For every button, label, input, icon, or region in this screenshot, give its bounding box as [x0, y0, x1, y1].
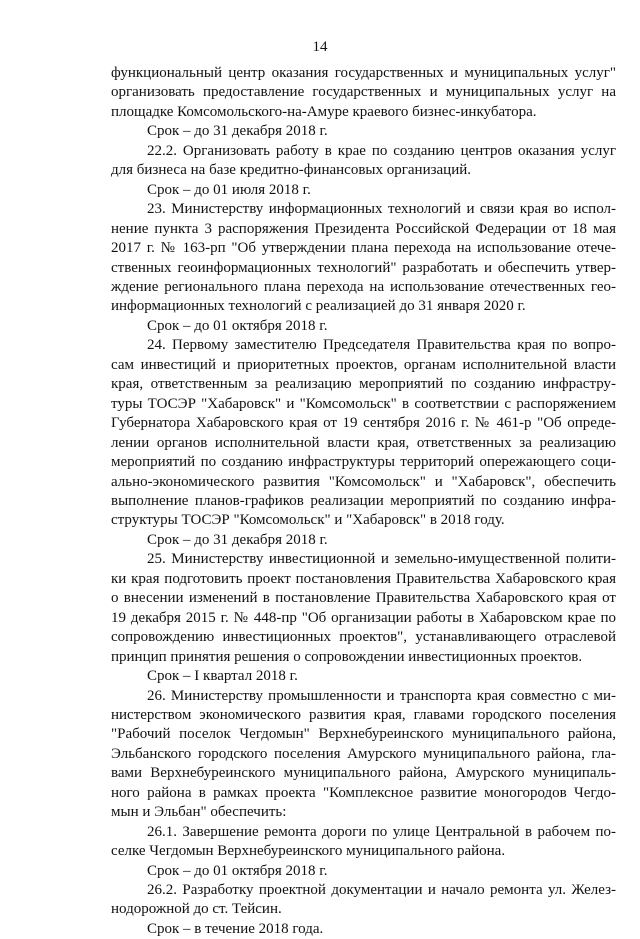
text-line: края, ответственным за реализацию мероприятий по созданию инфрастру- — [111, 376, 616, 393]
text-line: 26. Министерству промышленности и транспорта края совместно с ми- — [147, 687, 616, 704]
text-line: принцип принятия решения о сопровождении инвестиционных проектов. — [111, 648, 583, 665]
text-line: сопровождению инвестиционных проектов", устанавливающего отраслевой — [111, 629, 616, 646]
text-line: Срок – I квартал 2018 г. — [147, 668, 298, 685]
text-line: 22.2. Организовать работу в крае по созданию центров оказания услуг — [147, 142, 616, 159]
text-line: Губернатора Хабаровского края от 19 сентября 2016 г. № 461-р "Об опреде- — [111, 415, 616, 432]
text-line: мероприятий по созданию инфраструктуры территорий опережающего соци- — [111, 454, 616, 471]
text-line: ного района в рамках проекта "Комплексное развитие моногородов Чегдо- — [111, 784, 616, 801]
text-line: организовать предоставление государственных и муниципальных услуг на — [111, 84, 616, 101]
text-line: нистерством экономического развития края, главами городского поселения — [111, 706, 616, 723]
text-line: о внесении изменений в постановление Правительства Хабаровского края от — [111, 590, 616, 607]
text-line: туры ТОСЭР "Хабаровск" и "Комсомольск" в соответствии с распоряжением — [111, 395, 616, 412]
text-line: функциональный центр оказания государственных и муниципальных услуг" — [111, 65, 616, 81]
text-line: 25. Министерству инвестиционной и земельно-имущественной полити- — [147, 551, 616, 568]
text-line: Срок – до 31 декабря 2018 г. — [147, 531, 328, 548]
text-line: 24. Первому заместителю Председателя Правительства края по вопро- — [147, 337, 616, 354]
text-line: нодорожной до ст. Тейсин. — [111, 901, 282, 918]
text-line: Срок – до 01 октября 2018 г. — [147, 862, 328, 879]
text-line: Срок – в течение 2018 года. — [147, 920, 324, 937]
text-line: мын и Эльбан" обеспечить: — [111, 804, 287, 821]
text-line: 26.2. Разработку проектной документации и начало ремонта ул. Желез- — [147, 882, 616, 899]
text-line: "Рабочий поселок Чегдомын" Верхнебуреинского муниципального района, — [111, 726, 616, 743]
page-number: 14 — [312, 39, 328, 55]
text-line: 19 декабря 2015 г. № 448-пр "Об организации работы в Хабаровском крае по — [111, 609, 616, 626]
text-line: Срок – до 31 декабря 2018 г. — [147, 123, 328, 140]
text-line: выполнение планов-графиков реализации мероприятий по созданию инфра- — [111, 492, 616, 509]
text-line: Эльбанского городского поселения Амурского муниципального района, гла- — [111, 745, 616, 762]
text-line: ждение регионального плана перехода на использование отечественных гео- — [111, 278, 616, 295]
text-line: Срок – до 01 октября 2018 г. — [147, 317, 328, 334]
text-line: лении органов исполнительной власти края, ответственных за реализацию — [111, 434, 616, 451]
text-line: для бизнеса на базе кредитно-финансовых организаций. — [111, 162, 472, 179]
document-body — [111, 64, 616, 939]
text-line: ально-экономического развития "Комсомольск" и "Хабаровск", обеспечить — [111, 473, 616, 490]
text-line: 23. Министерству информационных технологий и связи края во испол- — [147, 201, 616, 218]
text-line: структуры ТОСЭР "Комсомольск" и "Хабаровск" в 2018 году. — [111, 512, 505, 529]
text-line: Срок – до 01 июля 2018 г. — [147, 181, 311, 198]
text-line: 26.1. Завершение ремонта дороги по улице Центральной в рабочем по- — [147, 823, 616, 840]
text-line: площадке Комсомольского-на-Амуре краевого бизнес-инкубатора. — [111, 103, 537, 120]
text-line: 2017 г. № 163-рп "Об утверждении плана перехода на использование отече- — [111, 240, 616, 257]
text-line: сам инвестиций и приоритетных проектов, органам исполнительной власти — [111, 356, 616, 373]
text-line: ственных геоинформационных технологий" разработать и обеспечить утвер- — [111, 259, 616, 276]
text-line: нение пункта 3 распоряжения Президента Российской Федерации от 18 мая — [111, 220, 616, 237]
text-line: селке Чегдомын Верхнебуреинского муниципального района. — [111, 843, 506, 860]
text-line: ки края подготовить проект постановления Правительства Хабаровского края — [111, 570, 616, 587]
text-line: информационных технологий с реализацией до 31 января 2020 г. — [111, 298, 526, 315]
text-line: вами Верхнебуреинского муниципального района, Амурского муниципаль- — [111, 765, 616, 782]
